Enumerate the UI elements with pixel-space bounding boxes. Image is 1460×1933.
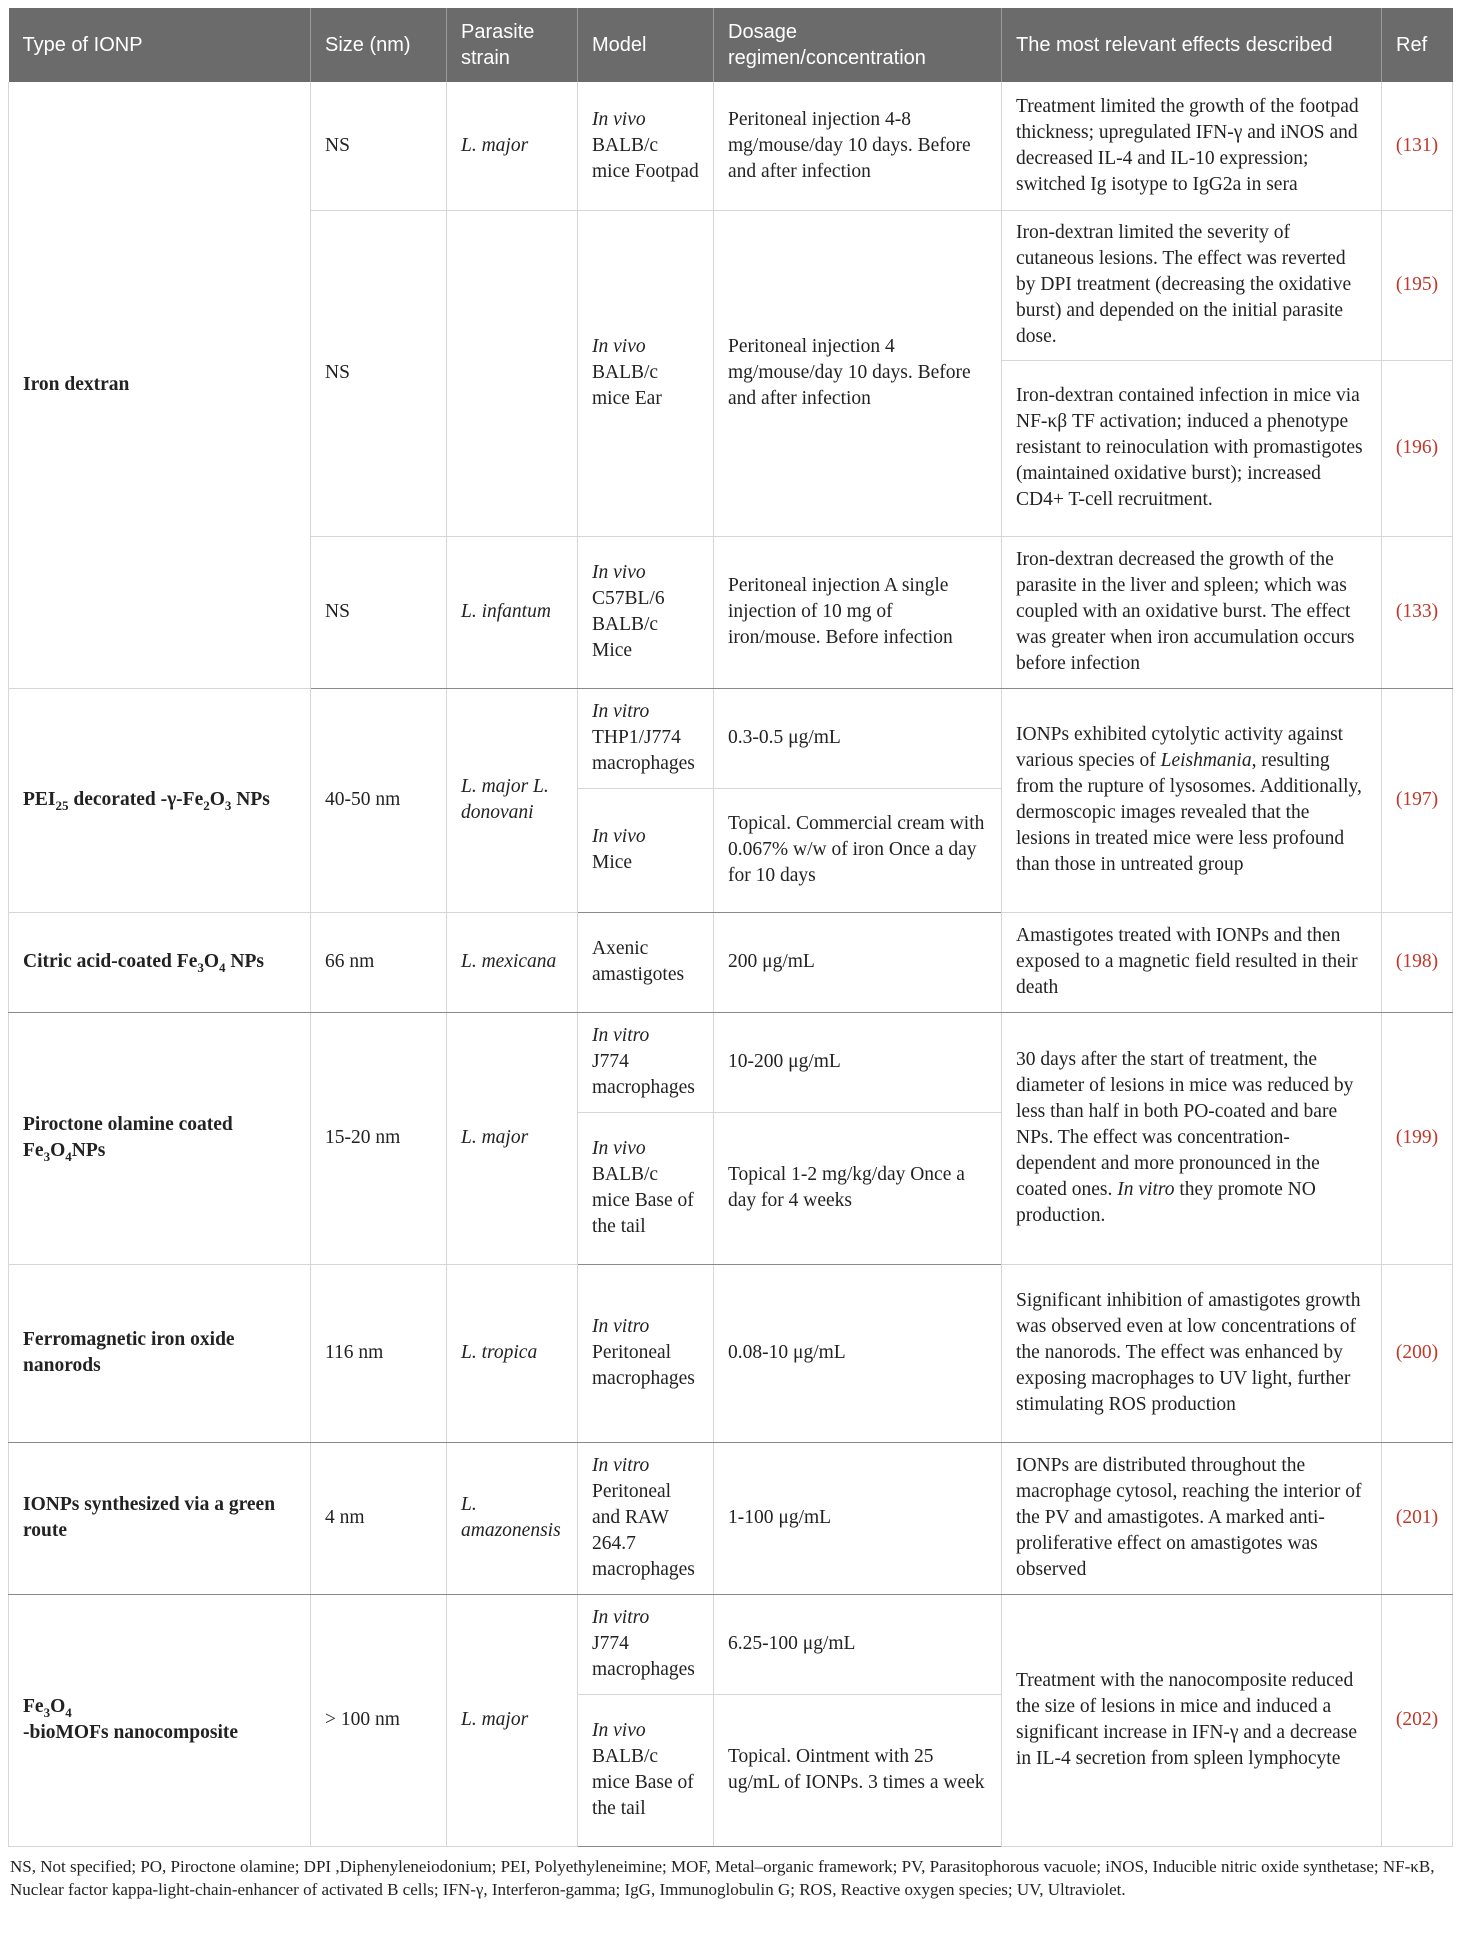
model-cell: Axenic amastigotes (578, 912, 714, 1012)
table-row (9, 1012, 1453, 1112)
size-cell: 15-20 nm (311, 1012, 447, 1264)
dosage-cell: 200 μg/mL (714, 912, 1002, 1012)
model-cell (578, 1442, 714, 1594)
model-cell (578, 536, 714, 688)
dosage-cell: Peritoneal injection A single injection of 10 mg of iron/mouse. Before infection (714, 536, 1002, 688)
dosage-cell: Topical. Ointment with 25 ug/mL of IONPs. 3 times a week (714, 1694, 1002, 1846)
model-setting: In vivo (592, 562, 646, 583)
model-setting: In vitro (592, 1455, 650, 1476)
ref-link[interactable]: (195) (1382, 210, 1453, 360)
effect-cell: Iron-dextran limited the severity of cutaneous lesions. The effect was reverted by DPI treatment (decreasing the oxidative burst) and depended on the initial parasite dose. (1002, 210, 1382, 360)
size-cell: NS (311, 210, 447, 536)
ref-link[interactable]: (133) (1382, 536, 1453, 688)
model-setting: In vitro (592, 1025, 650, 1046)
model-cell (578, 1594, 714, 1694)
header-ref: Ref (1382, 8, 1453, 82)
model-setting: In vitro (592, 1316, 650, 1337)
type-cell: $PEI_{25}$ decorated $-\gamma-Fe_2O_3$ NPs (9, 688, 311, 912)
strain-cell: L. major (447, 1012, 578, 1264)
effect-cell: Treatment with the nanocomposite reduced the size of lesions in mice and induced a significant increase in IFN-γ and a decrease in IL-4 secretion from spleen lymphocyte (1002, 1594, 1382, 1846)
size-cell: > 100 nm (311, 1594, 447, 1846)
size-cell: 66 nm (311, 912, 447, 1012)
ref-link[interactable]: (199) (1382, 1012, 1453, 1264)
model-cell (578, 1694, 714, 1846)
dosage-cell: 0.3-0.5 μg/mL (714, 688, 1002, 788)
header-type: Type of IONP (9, 8, 311, 82)
header-model: Model (578, 8, 714, 82)
model-cell (578, 1012, 714, 1112)
model-detail: BALB/c mice Ear (592, 362, 662, 409)
type-cell: Piroctone olamine coated $Fe_3O_4NPs$ (9, 1012, 311, 1264)
model-detail: J774 macrophages (592, 1051, 695, 1098)
ref-link[interactable]: (201) (1382, 1442, 1453, 1594)
type-cell: IONPs synthesized via a green route (9, 1442, 311, 1594)
model-detail: THP1/J774 macrophages (592, 727, 695, 774)
ref-link[interactable]: (202) (1382, 1594, 1453, 1846)
dosage-cell: 1-100 μg/mL (714, 1442, 1002, 1594)
dosage-cell: Peritoneal injection 4 mg/mouse/day 10 days. Before and after infection (714, 210, 1002, 536)
dosage-cell: 10-200 μg/mL (714, 1012, 1002, 1112)
model-detail: BALB/c mice Base of the tail (592, 1164, 694, 1237)
ref-link[interactable]: (197) (1382, 688, 1453, 912)
model-detail: Peritoneal and RAW 264.7 macrophages (592, 1481, 695, 1580)
dosage-cell: Topical 1-2 mg/kg/day Once a day for 4 weeks (714, 1112, 1002, 1264)
strain-cell (447, 210, 578, 536)
effect-cell: Treatment limited the growth of the footpad thickness; upregulated IFN-γ and iNOS and decreased IL-4 and IL-10 expression; switched Ig isotype to IgG2a in sera (1002, 82, 1382, 210)
table-row (9, 82, 1453, 210)
header-size: Size (nm) (311, 8, 447, 82)
model-detail: Peritoneal macrophages (592, 1342, 695, 1389)
model-setting: In vivo (592, 1720, 646, 1741)
size-cell: NS (311, 536, 447, 688)
model-detail: BALB/c mice Footpad (592, 134, 699, 182)
effect-cell: Iron-dextran decreased the growth of the parasite in the liver and spleen; which was coupled with an oxidative burst. The effect was greater when iron accumulation occurs before infection (1002, 536, 1382, 688)
table-footnote: NS, Not specified; PO, Piroctone olamine; DPI ,Diphenyleneiodonium; PEI, Polyethyleneimine; MOF, Metal–organic framework; PV, Parasitophorous vacuole; iNOS, Inducible nitric oxide synthetase; NF-κB, Nuclear factor kappa-light-chain-enhancer of activated B cells; IFN-γ, Interferon-gamma; IgG, Immunoglobulin G; ROS, Reactive oxygen species; UV, Ultraviolet. (10, 1856, 1435, 1899)
model-detail: J774 macrophages (592, 1633, 695, 1680)
model-detail: BALB/c mice Base of the tail (592, 1746, 694, 1819)
strain-cell: L. major (447, 1594, 578, 1846)
model-setting: In vivo (592, 336, 646, 357)
size-cell: 40-50 nm (311, 688, 447, 912)
model-cell (578, 688, 714, 788)
type-cell: $Fe_3O_4$ -bioMOFs nanocomposite (9, 1594, 311, 1846)
model-cell (578, 210, 714, 536)
size-cell: NS (311, 82, 447, 210)
model-setting: In vitro (592, 1607, 650, 1628)
table-row (9, 1594, 1453, 1694)
model-cell (578, 1264, 714, 1442)
strain-cell: L. tropica (447, 1264, 578, 1442)
dosage-cell: 6.25-100 μg/mL (714, 1594, 1002, 1694)
strain-cell: L. mexicana (447, 912, 578, 1012)
model-setting: In vitro (592, 701, 650, 722)
size-cell: 4 nm (311, 1442, 447, 1594)
effect-cell: IONPs are distributed throughout the macrophage cytosol, reaching the interior of the PV and amastigotes. A marked anti-proliferative effect on amastigotes was observed (1002, 1442, 1382, 1594)
model-cell (578, 82, 714, 210)
table-header (9, 8, 1453, 82)
ref-link[interactable]: (196) (1382, 360, 1453, 536)
ref-link[interactable]: (200) (1382, 1264, 1453, 1442)
type-cell: Ferromagnetic iron oxide nanorods (9, 1264, 311, 1442)
model-setting: In vivo (592, 1138, 646, 1159)
strain-cell: L. major (447, 82, 578, 210)
strain-cell: L. amazonensis (447, 1442, 578, 1594)
header-effects: The most relevant effects described (1002, 8, 1382, 82)
type-cell: Citric acid-coated $Fe_3O_4$ NPs (9, 912, 311, 1012)
model-detail: Mice (592, 852, 633, 873)
table-row (9, 912, 1453, 1012)
type-cell: Iron dextran (9, 82, 311, 688)
header-strain: Parasite strain (447, 8, 578, 82)
table-row (9, 1442, 1453, 1594)
table-row (9, 688, 1453, 788)
model-setting: In vivo (592, 826, 646, 847)
model-setting: In vivo (592, 108, 646, 130)
effect-cell: 30 days after the start of treatment, the diameter of lesions in mice was reduced by less than half in both PO-coated and bare NPs. The effect was concentration-dependent and more pronounced in the coated ones. In vitro they promote NO production. (1002, 1012, 1382, 1264)
model-cell (578, 788, 714, 912)
model-detail: C57BL/6 BALB/c Mice (592, 588, 665, 661)
ionp-table (8, 8, 1453, 1847)
dosage-cell: 0.08-10 μg/mL (714, 1264, 1002, 1442)
strain-cell: L. infantum (447, 536, 578, 688)
size-cell: 116 nm (311, 1264, 447, 1442)
ref-link[interactable]: (198) (1382, 912, 1453, 1012)
table-row (9, 1264, 1453, 1442)
effect-cell: IONPs exhibited cytolytic activity against various species of Leishmania, resulting from the rupture of lysosomes. Additionally, dermoscopic images revealed that the lesions in treated mice were less profound than those in untreated group (1002, 688, 1382, 912)
ref-link[interactable]: (131) (1382, 82, 1453, 210)
effect-cell: Iron-dextran contained infection in mice via NF-κβ TF activation; induced a phenotype resistant to reinoculation with promastigotes (maintained oxidative burst); increased CD4+ T-cell recruitment. (1002, 360, 1382, 536)
dosage-cell: Topical. Commercial cream with 0.067% w/w of iron Once a day for 10 days (714, 788, 1002, 912)
table-container (8, 8, 1452, 1901)
dosage-cell: Peritoneal injection 4-8 mg/mouse/day 10 days. Before and after infection (714, 82, 1002, 210)
header-dosage: Dosage regimen/concentration (714, 8, 1002, 82)
effect-cell: Significant inhibition of amastigotes growth was observed even at low concentrations of the nanorods. The effect was enhanced by exposing macrophages to UV light, further stimulating ROS production (1002, 1264, 1382, 1442)
effect-cell: Amastigotes treated with IONPs and then exposed to a magnetic field resulted in their death (1002, 912, 1382, 1012)
strain-cell: L. major L. donovani (447, 688, 578, 912)
model-cell (578, 1112, 714, 1264)
